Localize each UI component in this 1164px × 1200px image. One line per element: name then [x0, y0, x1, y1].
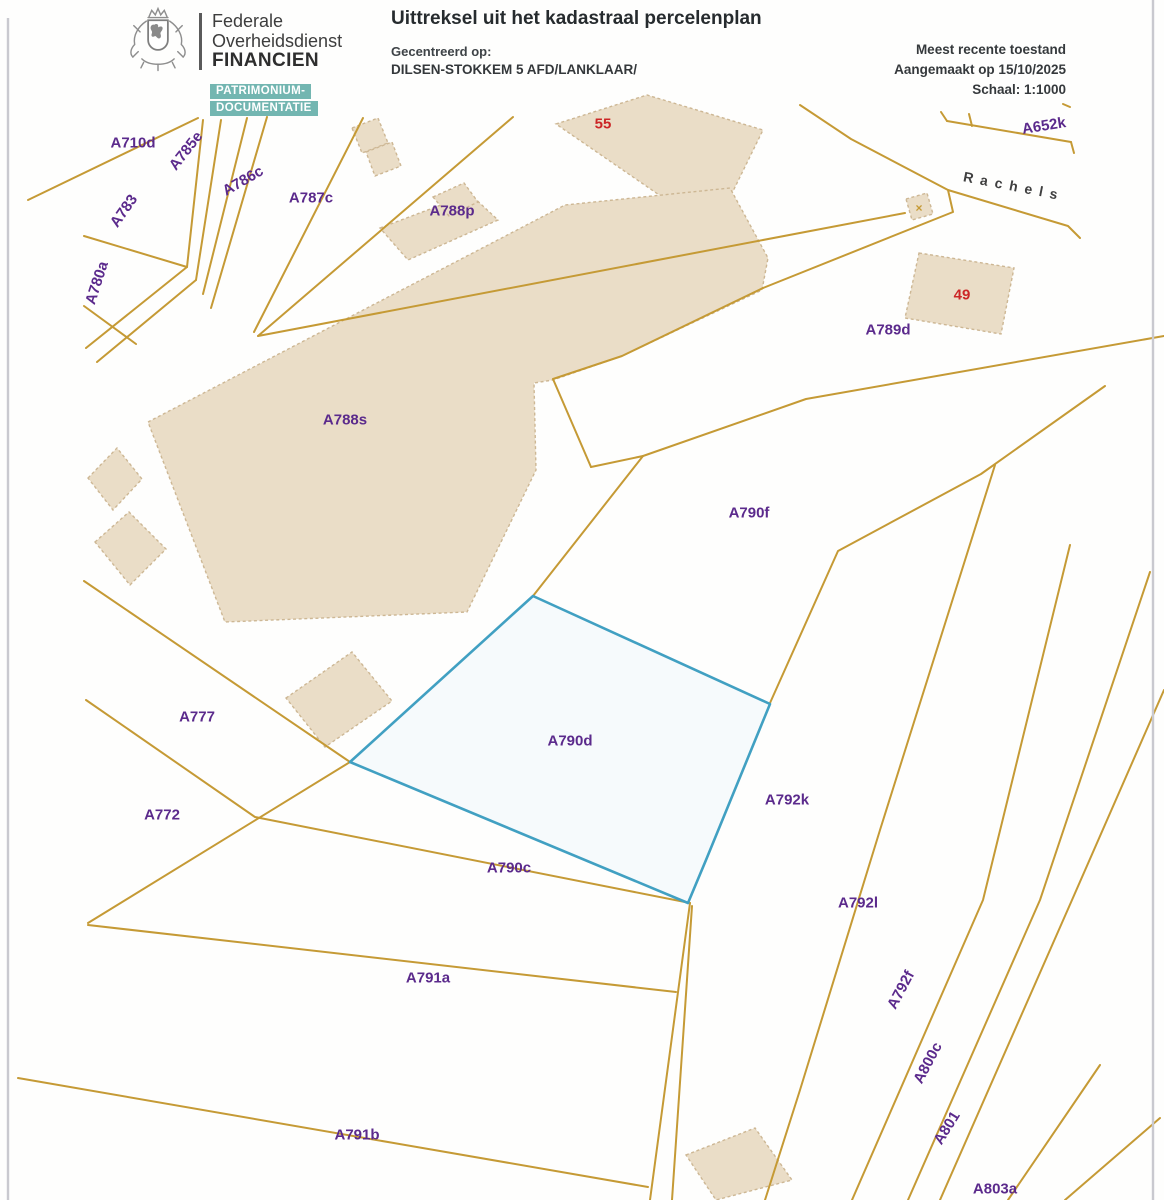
house-number-label: 49 [953, 286, 971, 304]
parcel-label: A790c [486, 859, 532, 877]
highlighted-parcel-outline [350, 596, 770, 903]
meta-created: Aangemaakt op 15/10/2025 [894, 62, 1066, 77]
document-header [0, 0, 1164, 120]
parcel-label: A786c [219, 162, 267, 200]
building-x-marker: × [915, 201, 923, 215]
parcel-label: A783 [106, 191, 142, 231]
building [286, 652, 392, 747]
meta-scale: Schaal: 1:1000 [972, 82, 1066, 97]
documentatie-badge: DOCUMENTATIE [210, 101, 318, 116]
parcel-label: A777 [179, 708, 215, 726]
street-name-label: Rachels [962, 168, 1066, 204]
parcel-label: A787c [288, 189, 334, 207]
meta-status: Meest recente toestand [915, 42, 1066, 57]
logo-divider [199, 13, 202, 70]
agency-name [212, 11, 342, 71]
parcel-label: A772 [144, 806, 180, 824]
centered-on-label: Gecentreerd op: [391, 44, 492, 59]
parcel-label: A792l [837, 894, 879, 912]
document-meta [826, 40, 1066, 100]
parcel-label: A788s [322, 411, 368, 429]
parcel-label: A792f [883, 967, 919, 1013]
parcel-label: A780a [82, 259, 112, 307]
page-title: Uittreksel uit het kadastraal percelenplan [391, 8, 762, 29]
parcel-label: A788p [429, 202, 475, 220]
building [95, 512, 166, 585]
parcel-label: A791b [334, 1126, 380, 1144]
parcel-label: A652k [1020, 114, 1068, 138]
patrimonium-badge: PATRIMONIUM- [210, 84, 311, 99]
agency-line1: Federale [212, 11, 284, 31]
parcel-label: A785e [165, 128, 207, 174]
parcel-label: A710d [110, 134, 156, 152]
parcel-label: A789d [865, 321, 911, 339]
parcel-label: A790d [547, 732, 593, 750]
parcel-label: A801 [930, 1108, 964, 1148]
belgian-coat-of-arms-logo [122, 5, 194, 75]
building-a788s [148, 188, 768, 622]
parcel-label: A800c [910, 1039, 946, 1087]
building [88, 448, 142, 510]
centered-on-value: DILSEN-STOKKEM 5 AFD/LANKLAAR/ [391, 62, 637, 77]
agency-line2: Overheidsdienst [212, 31, 343, 51]
parcel-label: A792k [764, 791, 810, 809]
parcel-label: A790f [728, 504, 770, 522]
parcel-label: A791a [405, 969, 451, 987]
agency-line3: FINANCIEN [212, 50, 320, 71]
house-number-label: 55 [594, 115, 612, 133]
parcel-label: A803a [972, 1180, 1018, 1198]
